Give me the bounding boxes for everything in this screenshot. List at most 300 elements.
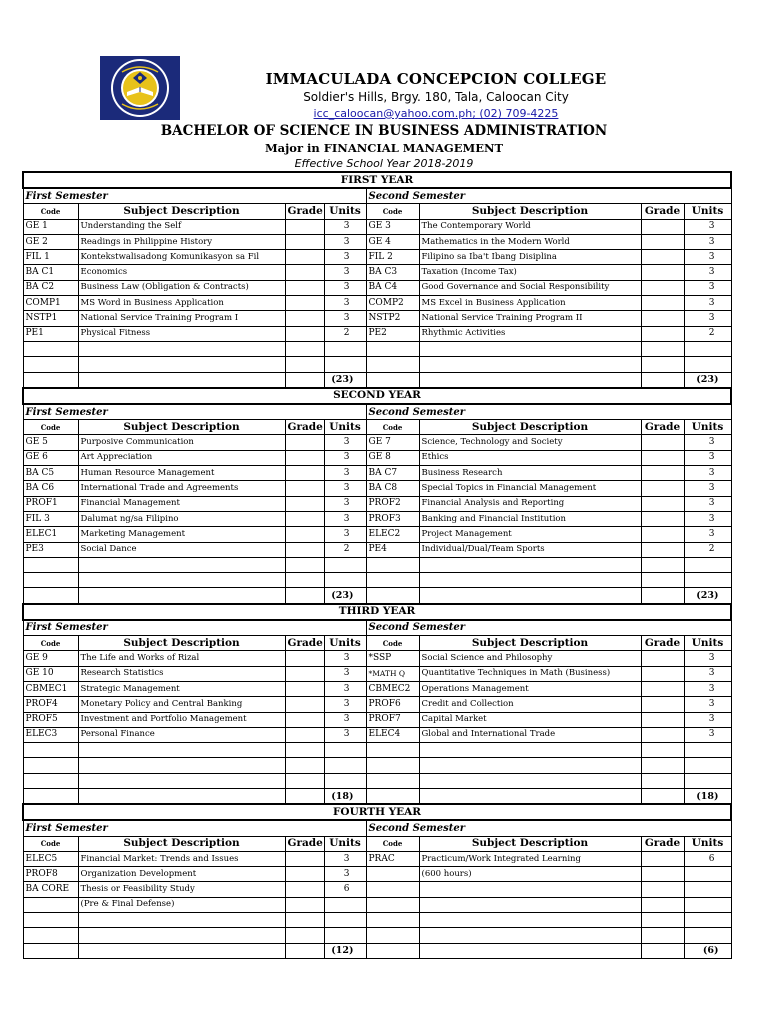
subject-code: ELEC5 — [23, 851, 78, 866]
subject-code: ELEC3 — [23, 727, 78, 742]
contact-link[interactable]: icc_caloocan@yahoo.com.ph; (02) 709-4225 — [313, 107, 559, 120]
subject-code — [23, 928, 78, 943]
subject-description: Economics — [78, 265, 285, 280]
units-cell: 3 — [684, 250, 731, 265]
subject-description: Organization Development — [78, 867, 285, 882]
units-cell — [684, 882, 731, 897]
subject-code: BA C2 — [23, 280, 78, 295]
units-cell: 3 — [324, 234, 366, 249]
grade-cell — [641, 496, 684, 511]
units-cell — [324, 557, 366, 572]
blank-cell — [285, 372, 324, 388]
subject-row — [23, 265, 731, 280]
first-semester-label: First Semester — [23, 620, 366, 636]
subject-code: FIL 1 — [23, 250, 78, 265]
blank-cell — [641, 788, 684, 804]
units-cell: 3 — [324, 435, 366, 450]
subject-description: Filipino sa Iba't Ibang Disiplina — [419, 250, 641, 265]
subject-description: Credit and Collection — [419, 697, 641, 712]
grade-cell — [285, 712, 324, 727]
subject-code: CBMEC1 — [23, 681, 78, 696]
grade-cell — [641, 280, 684, 295]
subject-description: Research Statistics — [78, 666, 285, 681]
grade-cell — [641, 897, 684, 912]
subject-description — [419, 928, 641, 943]
units-cell — [324, 758, 366, 773]
units-cell — [684, 897, 731, 912]
college-address: Soldier's Hills, Brgy. 180, Tala, Caloocan City — [303, 90, 569, 104]
units-cell: 3 — [324, 250, 366, 265]
subject-description: (600 hours) — [419, 867, 641, 882]
subject-code: COMP2 — [366, 296, 419, 311]
subject-code: PE4 — [366, 542, 419, 557]
subject-description: Financial Management — [78, 496, 285, 511]
units-cell — [324, 928, 366, 943]
subject-code: GE 9 — [23, 651, 78, 666]
subject-description: International Trade and Agreements — [78, 481, 285, 496]
subject-row — [23, 651, 731, 666]
subject-code: BA CORE — [23, 882, 78, 897]
subject-description: Good Governance and Social Responsibility — [419, 280, 641, 295]
units-cell: 3 — [684, 280, 731, 295]
grade-cell — [285, 867, 324, 882]
blank-cell — [285, 788, 324, 804]
subject-code — [366, 867, 419, 882]
total-units-row — [23, 788, 731, 804]
grade-cell — [641, 341, 684, 356]
grade-cell — [285, 697, 324, 712]
grade-cell — [641, 913, 684, 928]
grade-cell — [641, 234, 684, 249]
units-header: Units — [684, 636, 731, 651]
grade-cell — [285, 250, 324, 265]
subject-row — [23, 511, 731, 526]
subject-description: National Service Training Program I — [78, 311, 285, 326]
grade-cell — [285, 219, 324, 234]
units-cell: 3 — [684, 727, 731, 742]
units-cell: 3 — [324, 712, 366, 727]
subject-code: COMP1 — [23, 296, 78, 311]
subject-row — [23, 311, 731, 326]
subject-row — [23, 219, 731, 234]
subject-code — [366, 913, 419, 928]
subject-code: PE1 — [23, 326, 78, 341]
grade-cell — [285, 773, 324, 788]
subject-header: Subject Description — [78, 204, 285, 219]
effective-school-year: Effective School Year 2018-2019 — [294, 157, 474, 170]
second-semester-label: Second Semester — [366, 188, 731, 204]
units-cell: 3 — [684, 496, 731, 511]
subject-code: GE 5 — [23, 435, 78, 450]
subject-code: *MATH Q — [366, 666, 419, 681]
units-cell: 3 — [684, 481, 731, 496]
subject-code — [366, 928, 419, 943]
grade-cell — [641, 296, 684, 311]
grade-cell — [641, 773, 684, 788]
subject-code — [23, 913, 78, 928]
column-header-row — [23, 420, 731, 435]
subject-description — [419, 882, 641, 897]
first-semester-total: (23) — [324, 588, 366, 604]
units-cell: 3 — [324, 481, 366, 496]
grade-cell — [285, 727, 324, 742]
subject-row — [23, 851, 731, 866]
subject-code: GE 3 — [366, 219, 419, 234]
blank-cell — [78, 372, 285, 388]
code-header: Code — [366, 836, 419, 851]
subject-row — [23, 250, 731, 265]
college-name: IMMACULADA CONCEPCION COLLEGE — [265, 70, 607, 88]
semester-label-row — [23, 188, 731, 204]
second-semester-total: (6) — [684, 943, 731, 958]
units-cell: 3 — [684, 712, 731, 727]
units-cell: 3 — [324, 527, 366, 542]
subject-row — [23, 697, 731, 712]
grade-cell — [641, 666, 684, 681]
year-title: FIRST YEAR — [23, 172, 731, 188]
subject-code — [366, 341, 419, 356]
units-cell: 3 — [684, 651, 731, 666]
grade-cell — [285, 311, 324, 326]
units-cell: 3 — [324, 296, 366, 311]
subject-code: BA C7 — [366, 466, 419, 481]
document-header — [0, 52, 768, 172]
subject-row — [23, 450, 731, 465]
subject-row — [23, 666, 731, 681]
year-title: SECOND YEAR — [23, 388, 731, 404]
subject-row — [23, 435, 731, 450]
subject-description: Investment and Portfolio Management — [78, 712, 285, 727]
subject-description: Operations Management — [419, 681, 641, 696]
units-header: Units — [324, 420, 366, 435]
code-header: Code — [366, 420, 419, 435]
grade-cell — [641, 326, 684, 341]
units-cell — [684, 867, 731, 882]
blank-cell — [641, 943, 684, 958]
subject-description: Monetary Policy and Central Banking — [78, 697, 285, 712]
subject-description — [78, 573, 285, 588]
units-cell: 3 — [684, 511, 731, 526]
subject-code — [23, 341, 78, 356]
grade-cell — [285, 234, 324, 249]
blank-cell — [366, 588, 419, 604]
units-cell: 3 — [684, 296, 731, 311]
subject-description: Understanding the Self — [78, 219, 285, 234]
curriculum-table — [22, 171, 732, 959]
subject-row — [23, 357, 731, 372]
grade-cell — [285, 296, 324, 311]
subject-description: Dalumat ng/sa Filipino — [78, 511, 285, 526]
subject-code — [366, 758, 419, 773]
units-cell: 3 — [684, 681, 731, 696]
subject-code — [366, 357, 419, 372]
subject-header: Subject Description — [419, 204, 641, 219]
units-header: Units — [684, 204, 731, 219]
first-semester-label: First Semester — [23, 188, 366, 204]
subject-header: Subject Description — [78, 836, 285, 851]
year-title-row — [23, 604, 731, 620]
subject-code — [366, 573, 419, 588]
grade-cell — [641, 743, 684, 758]
units-cell — [684, 928, 731, 943]
total-units-row — [23, 943, 731, 958]
subject-code — [23, 897, 78, 912]
subject-row — [23, 773, 731, 788]
grade-cell — [285, 851, 324, 866]
subject-row — [23, 496, 731, 511]
subject-code: GE 2 — [23, 234, 78, 249]
subject-description — [78, 743, 285, 758]
subject-description: Readings in Philippine History — [78, 234, 285, 249]
units-cell — [684, 773, 731, 788]
subject-description: Business Law (Obligation & Contracts) — [78, 280, 285, 295]
subject-description: Project Management — [419, 527, 641, 542]
units-cell: 3 — [684, 219, 731, 234]
subject-description — [419, 341, 641, 356]
subject-description: Personal Finance — [78, 727, 285, 742]
subject-code: PROF2 — [366, 496, 419, 511]
subject-code: PROF7 — [366, 712, 419, 727]
blank-cell — [23, 943, 78, 958]
subject-code: PE3 — [23, 542, 78, 557]
units-cell — [324, 357, 366, 372]
subject-row — [23, 867, 731, 882]
units-cell: 3 — [684, 527, 731, 542]
grade-cell — [285, 280, 324, 295]
grade-header: Grade — [641, 636, 684, 651]
subject-description — [419, 557, 641, 572]
units-cell: 3 — [684, 466, 731, 481]
subject-description: Practicum/Work Integrated Learning — [419, 851, 641, 866]
units-cell — [684, 341, 731, 356]
subject-code — [366, 557, 419, 572]
subject-code: *SSP — [366, 651, 419, 666]
grade-cell — [285, 557, 324, 572]
blank-cell — [366, 943, 419, 958]
subject-row — [23, 897, 731, 912]
first-semester-total: (18) — [324, 788, 366, 804]
grade-cell — [285, 357, 324, 372]
code-header: Code — [23, 836, 78, 851]
grade-cell — [641, 758, 684, 773]
grade-cell — [641, 697, 684, 712]
subject-code — [23, 573, 78, 588]
subject-code — [23, 557, 78, 572]
subject-code — [23, 357, 78, 372]
grade-cell — [285, 542, 324, 557]
subject-code: GE 7 — [366, 435, 419, 450]
grade-cell — [285, 882, 324, 897]
grade-cell — [285, 341, 324, 356]
second-semester-label: Second Semester — [366, 620, 731, 636]
units-cell: 3 — [324, 311, 366, 326]
subject-code: PRAC — [366, 851, 419, 866]
units-cell: 3 — [324, 450, 366, 465]
subject-description: Purposive Communication — [78, 435, 285, 450]
units-cell — [324, 897, 366, 912]
grade-cell — [641, 928, 684, 943]
units-cell — [684, 573, 731, 588]
subject-description: (Pre & Final Defense) — [78, 897, 285, 912]
grade-cell — [285, 527, 324, 542]
subject-description — [78, 758, 285, 773]
units-cell: 6 — [684, 851, 731, 866]
units-cell — [324, 913, 366, 928]
blank-cell — [419, 788, 641, 804]
subject-code: BA C3 — [366, 265, 419, 280]
units-cell: 3 — [684, 435, 731, 450]
grade-header: Grade — [285, 204, 324, 219]
units-cell: 2 — [684, 542, 731, 557]
subject-description: Taxation (Income Tax) — [419, 265, 641, 280]
grade-cell — [641, 712, 684, 727]
units-header: Units — [684, 420, 731, 435]
subject-code: NSTP2 — [366, 311, 419, 326]
subject-code — [366, 773, 419, 788]
subject-description: National Service Training Program II — [419, 311, 641, 326]
grade-cell — [641, 435, 684, 450]
subject-description: MS Excel in Business Application — [419, 296, 641, 311]
second-semester-total: (23) — [684, 372, 731, 388]
subject-row — [23, 557, 731, 572]
units-cell — [684, 743, 731, 758]
grade-cell — [285, 326, 324, 341]
blank-cell — [366, 788, 419, 804]
program-title: BACHELOR OF SCIENCE IN BUSINESS ADMINISTRATION — [160, 123, 608, 139]
code-header: Code — [366, 636, 419, 651]
grade-header: Grade — [285, 636, 324, 651]
subject-code: BA C5 — [23, 466, 78, 481]
subject-description — [78, 357, 285, 372]
grade-cell — [285, 450, 324, 465]
units-cell: 2 — [324, 542, 366, 557]
subject-description: Mathematics in the Modern World — [419, 234, 641, 249]
blank-cell — [366, 372, 419, 388]
subject-row — [23, 527, 731, 542]
units-cell: 3 — [324, 511, 366, 526]
subject-code: GE 6 — [23, 450, 78, 465]
program-major: Major in FINANCIAL MANAGEMENT — [264, 141, 504, 155]
subject-row — [23, 712, 731, 727]
subject-row — [23, 928, 731, 943]
subject-row — [23, 341, 731, 356]
units-cell: 3 — [324, 697, 366, 712]
subject-description: Financial Market: Trends and Issues — [78, 851, 285, 866]
subject-code: ELEC1 — [23, 527, 78, 542]
grade-cell — [641, 481, 684, 496]
subject-row — [23, 280, 731, 295]
subject-row — [23, 481, 731, 496]
subject-code: PE2 — [366, 326, 419, 341]
grade-cell — [641, 311, 684, 326]
subject-code: BA C4 — [366, 280, 419, 295]
grade-cell — [641, 527, 684, 542]
subject-description: Strategic Management — [78, 681, 285, 696]
subject-header: Subject Description — [419, 420, 641, 435]
grade-cell — [641, 651, 684, 666]
subject-header: Subject Description — [78, 636, 285, 651]
grade-cell — [285, 897, 324, 912]
subject-code: ELEC4 — [366, 727, 419, 742]
grade-cell — [285, 913, 324, 928]
grade-cell — [641, 219, 684, 234]
year-title: FOURTH YEAR — [23, 804, 731, 820]
subject-code — [23, 773, 78, 788]
subject-code: NSTP1 — [23, 311, 78, 326]
grade-cell — [641, 681, 684, 696]
grade-header: Grade — [285, 836, 324, 851]
grade-cell — [285, 666, 324, 681]
subject-row — [23, 326, 731, 341]
subject-code: GE 8 — [366, 450, 419, 465]
year-title-row — [23, 172, 731, 188]
units-cell: 3 — [684, 265, 731, 280]
subject-code: BA C1 — [23, 265, 78, 280]
subject-description: Thesis or Feasibility Study — [78, 882, 285, 897]
blank-cell — [78, 943, 285, 958]
subject-code: PROF5 — [23, 712, 78, 727]
subject-code: FIL 2 — [366, 250, 419, 265]
grade-cell — [285, 928, 324, 943]
units-header: Units — [684, 836, 731, 851]
units-header: Units — [324, 204, 366, 219]
units-cell: 3 — [324, 466, 366, 481]
subject-row — [23, 296, 731, 311]
units-cell: 3 — [324, 727, 366, 742]
units-cell: 2 — [324, 326, 366, 341]
blank-cell — [78, 588, 285, 604]
subject-description — [419, 573, 641, 588]
semester-label-row — [23, 820, 731, 836]
first-semester-label: First Semester — [23, 404, 366, 420]
code-header: Code — [23, 636, 78, 651]
grade-cell — [641, 450, 684, 465]
subject-code: PROF6 — [366, 697, 419, 712]
subject-description: Capital Market — [419, 712, 641, 727]
total-units-row — [23, 372, 731, 388]
blank-cell — [78, 788, 285, 804]
semester-label-row — [23, 620, 731, 636]
units-cell: 3 — [684, 311, 731, 326]
units-cell: 3 — [324, 265, 366, 280]
grade-cell — [641, 542, 684, 557]
subject-code: PROF3 — [366, 511, 419, 526]
subject-description: Global and International Trade — [419, 727, 641, 742]
subject-description: Special Topics in Financial Management — [419, 481, 641, 496]
subject-header: Subject Description — [78, 420, 285, 435]
total-units-row — [23, 588, 731, 604]
year-title: THIRD YEAR — [23, 604, 731, 620]
subject-description — [419, 758, 641, 773]
grade-cell — [641, 882, 684, 897]
subject-code: ELEC2 — [366, 527, 419, 542]
subject-code: FIL 3 — [23, 511, 78, 526]
grade-cell — [285, 651, 324, 666]
units-cell: 3 — [684, 666, 731, 681]
units-cell — [324, 773, 366, 788]
grade-cell — [641, 265, 684, 280]
units-cell: 3 — [324, 219, 366, 234]
subject-row — [23, 913, 731, 928]
subject-row — [23, 466, 731, 481]
column-header-row — [23, 204, 731, 219]
units-cell — [324, 743, 366, 758]
grade-cell — [641, 511, 684, 526]
column-header-row — [23, 836, 731, 851]
grade-cell — [641, 867, 684, 882]
units-cell: 3 — [684, 697, 731, 712]
subject-code: PROF4 — [23, 697, 78, 712]
